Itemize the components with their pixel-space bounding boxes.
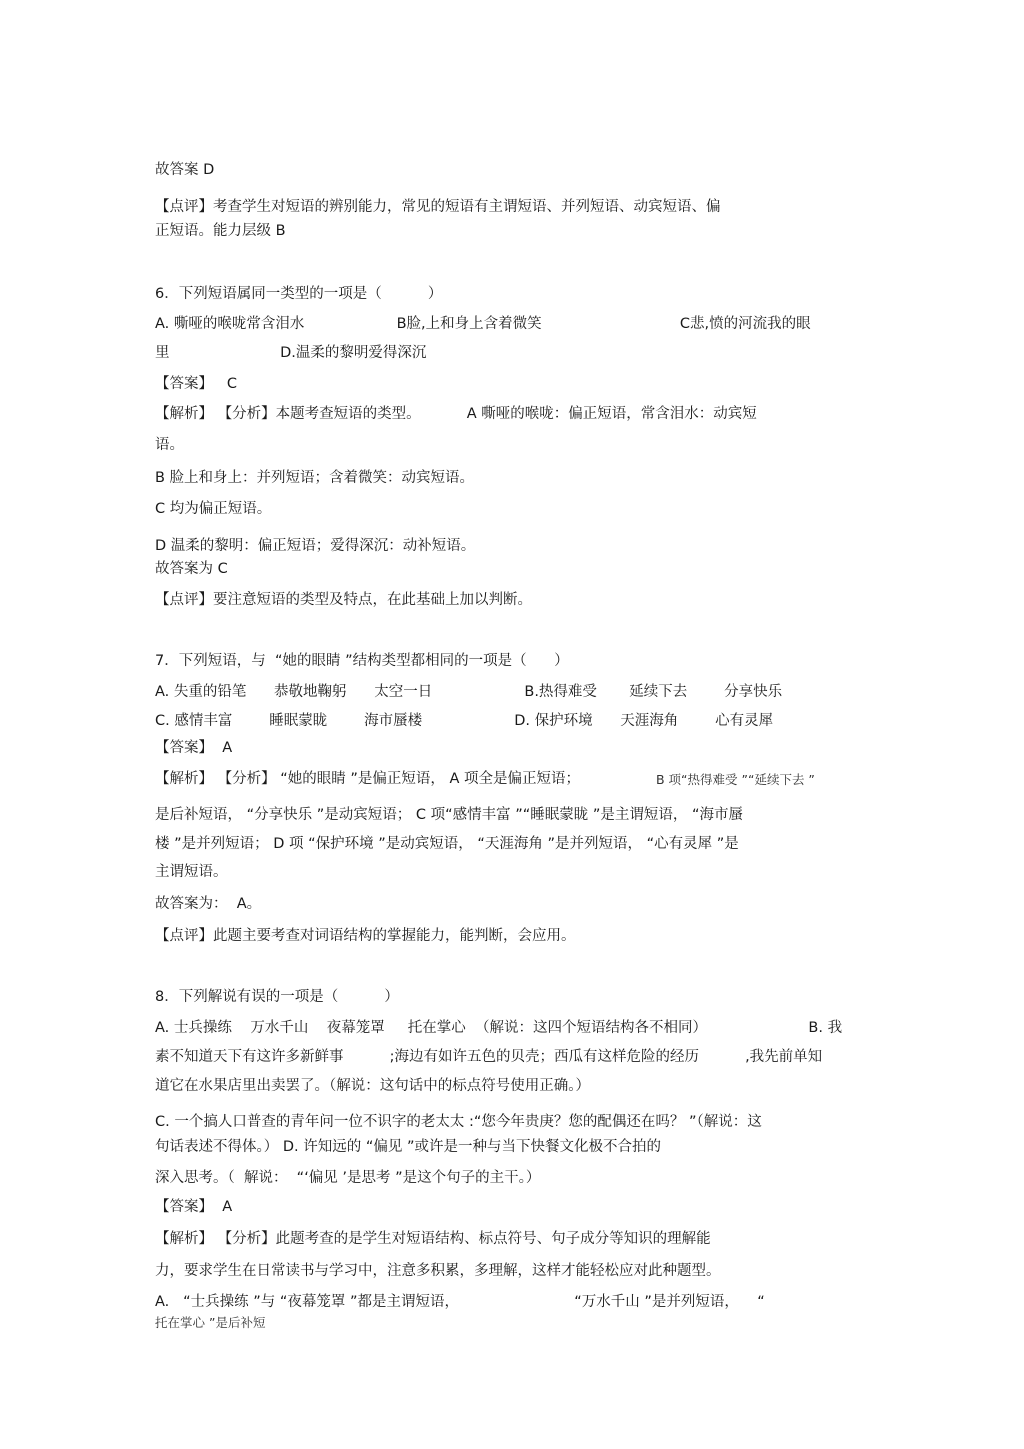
question-6-answer: 【答案】 C [155,376,237,392]
question-8-analysis-line-4: 托在掌心 ”是后补短 [155,1315,266,1330]
question-7-analysis-line-1-tail: B 项“热得难受 ”“延续下去 ” [656,772,815,787]
question-7-options-line-1: A. 失重的铅笔 恭敬地鞠躬 太空一日 B.热得难受 延续下去 分享快乐 [155,684,783,700]
question-8-stem: 8．下列解说有误的一项是（ ） [155,989,399,1005]
question-7-stem: 7．下列短语，与 “她的眼睛 ”结构类型都相同的一项是（ ） [155,653,569,669]
question-8-analysis-line-2: 力，要求学生在日常读书与学习中，注意多积累，多理解，这样才能轻松应对此种题型。 [155,1263,721,1279]
question-7-analysis-line-4: 主谓短语。 [155,864,228,880]
comment-5-line-1: 【点评】考查学生对短语的辨别能力，常见的短语有主谓短语、并列短语、动宾短语、偏 [155,199,721,215]
question-8-option-b-line-2: 道它在水果店里出卖罢了。（解说：这句话中的标点符号使用正确。） [155,1078,590,1094]
question-7-answer: 【答案】 A [155,740,233,756]
question-6-analysis-d: D 温柔的黎明：偏正短语；爱得深沉：动补短语。 [155,538,476,554]
question-8-option-c-d: 句话表述不得体。） D. 许知远的 “偏见 ”或许是一种与当下快餐文化极不合拍的 [155,1139,661,1155]
question-7-final-answer: 故答案为： A。 [155,896,262,912]
question-7-analysis-line-3: 楼 ”是并列短语； D 项 “保护环境 ”是动宾短语， “天涯海角 ”是并列短语， “心有灵犀 ”是 [155,836,739,852]
question-8-analysis-line-3: A. “士兵操练 ”与 “夜幕笼罩 ”都是主谓短语， “万水千山 ”是并列短语， “ [155,1294,765,1310]
question-8-analysis-line-1: 【解析】 【分析】此题考查的是学生对短语结构、标点符号、句子成分等知识的理解能 [155,1231,711,1247]
question-8-option-d-line-2: 深入思考。（ 解说： “‘偏见 ’是思考 ”是这个句子的主干。） [155,1170,541,1186]
question-6-analysis-line-2: 语。 [155,437,184,453]
question-6-options-line-1: A. 嘶哑的喉咙常含泪水 B脸,上和身上含着微笑 C悲,愤的河流我的眼 [155,316,811,332]
question-6-final-answer: 故答案为 C [155,561,228,577]
question-7-comment: 【点评】此题主要考查对词语结构的掌握能力，能判断，会应用。 [155,928,576,944]
answer-line-5: 故答案 D [155,162,215,178]
question-8-option-a: A. 士兵操练 万水千山 夜幕笼罩 托在掌心 （解说：这四个短语结构各不相同） B. 我 [155,1020,843,1036]
question-8-option-b-line-1: 素不知道天下有这许多新鲜事 ;海边有如许五色的贝壳；西瓜有这样危险的经历 ,我先前单知 [155,1049,823,1065]
question-6-comment: 【点评】要注意短语的类型及特点，在此基础上加以判断。 [155,592,532,608]
question-7-analysis-line-2: 是后补短语， “分享快乐 ”是动宾短语； C 项“感情丰富 ”“睡眠蒙眬 ”是主谓短语， “海市蜃 [155,807,743,823]
question-6-options-line-2: 里 D.温柔的黎明爱得深沉 [155,345,427,361]
question-6-analysis-c: C 均为偏正短语。 [155,501,272,517]
question-8-answer: 【答案】 A [155,1199,233,1215]
question-6-stem: 6．下列短语属同一类型的一项是（ ） [155,286,443,302]
question-7-options-line-2: C. 感情丰富 睡眠蒙眬 海市蜃楼 D. 保护环境 天涯海角 心有灵犀 [155,713,774,729]
question-8-option-c-line-1: C. 一个搞人口普查的青年问一位不识字的老太太 :“您今年贵庚？您的配偶还在吗？ ”（解说：这 [155,1114,762,1130]
question-6-analysis-line-1: 【解析】 【分析】本题考查短语的类型。 A 嘶哑的喉咙：偏正短语，常含泪水：动宾短 [155,406,757,422]
comment-5-line-2: 正短语。能力层级 B [155,223,286,239]
question-6-analysis-b: B 脸上和身上：并列短语；含着微笑：动宾短语。 [155,470,475,486]
question-7-analysis-line-1: 【解析】 【分析】 “她的眼睛 ”是偏正短语， A 项全是偏正短语； [155,771,580,787]
